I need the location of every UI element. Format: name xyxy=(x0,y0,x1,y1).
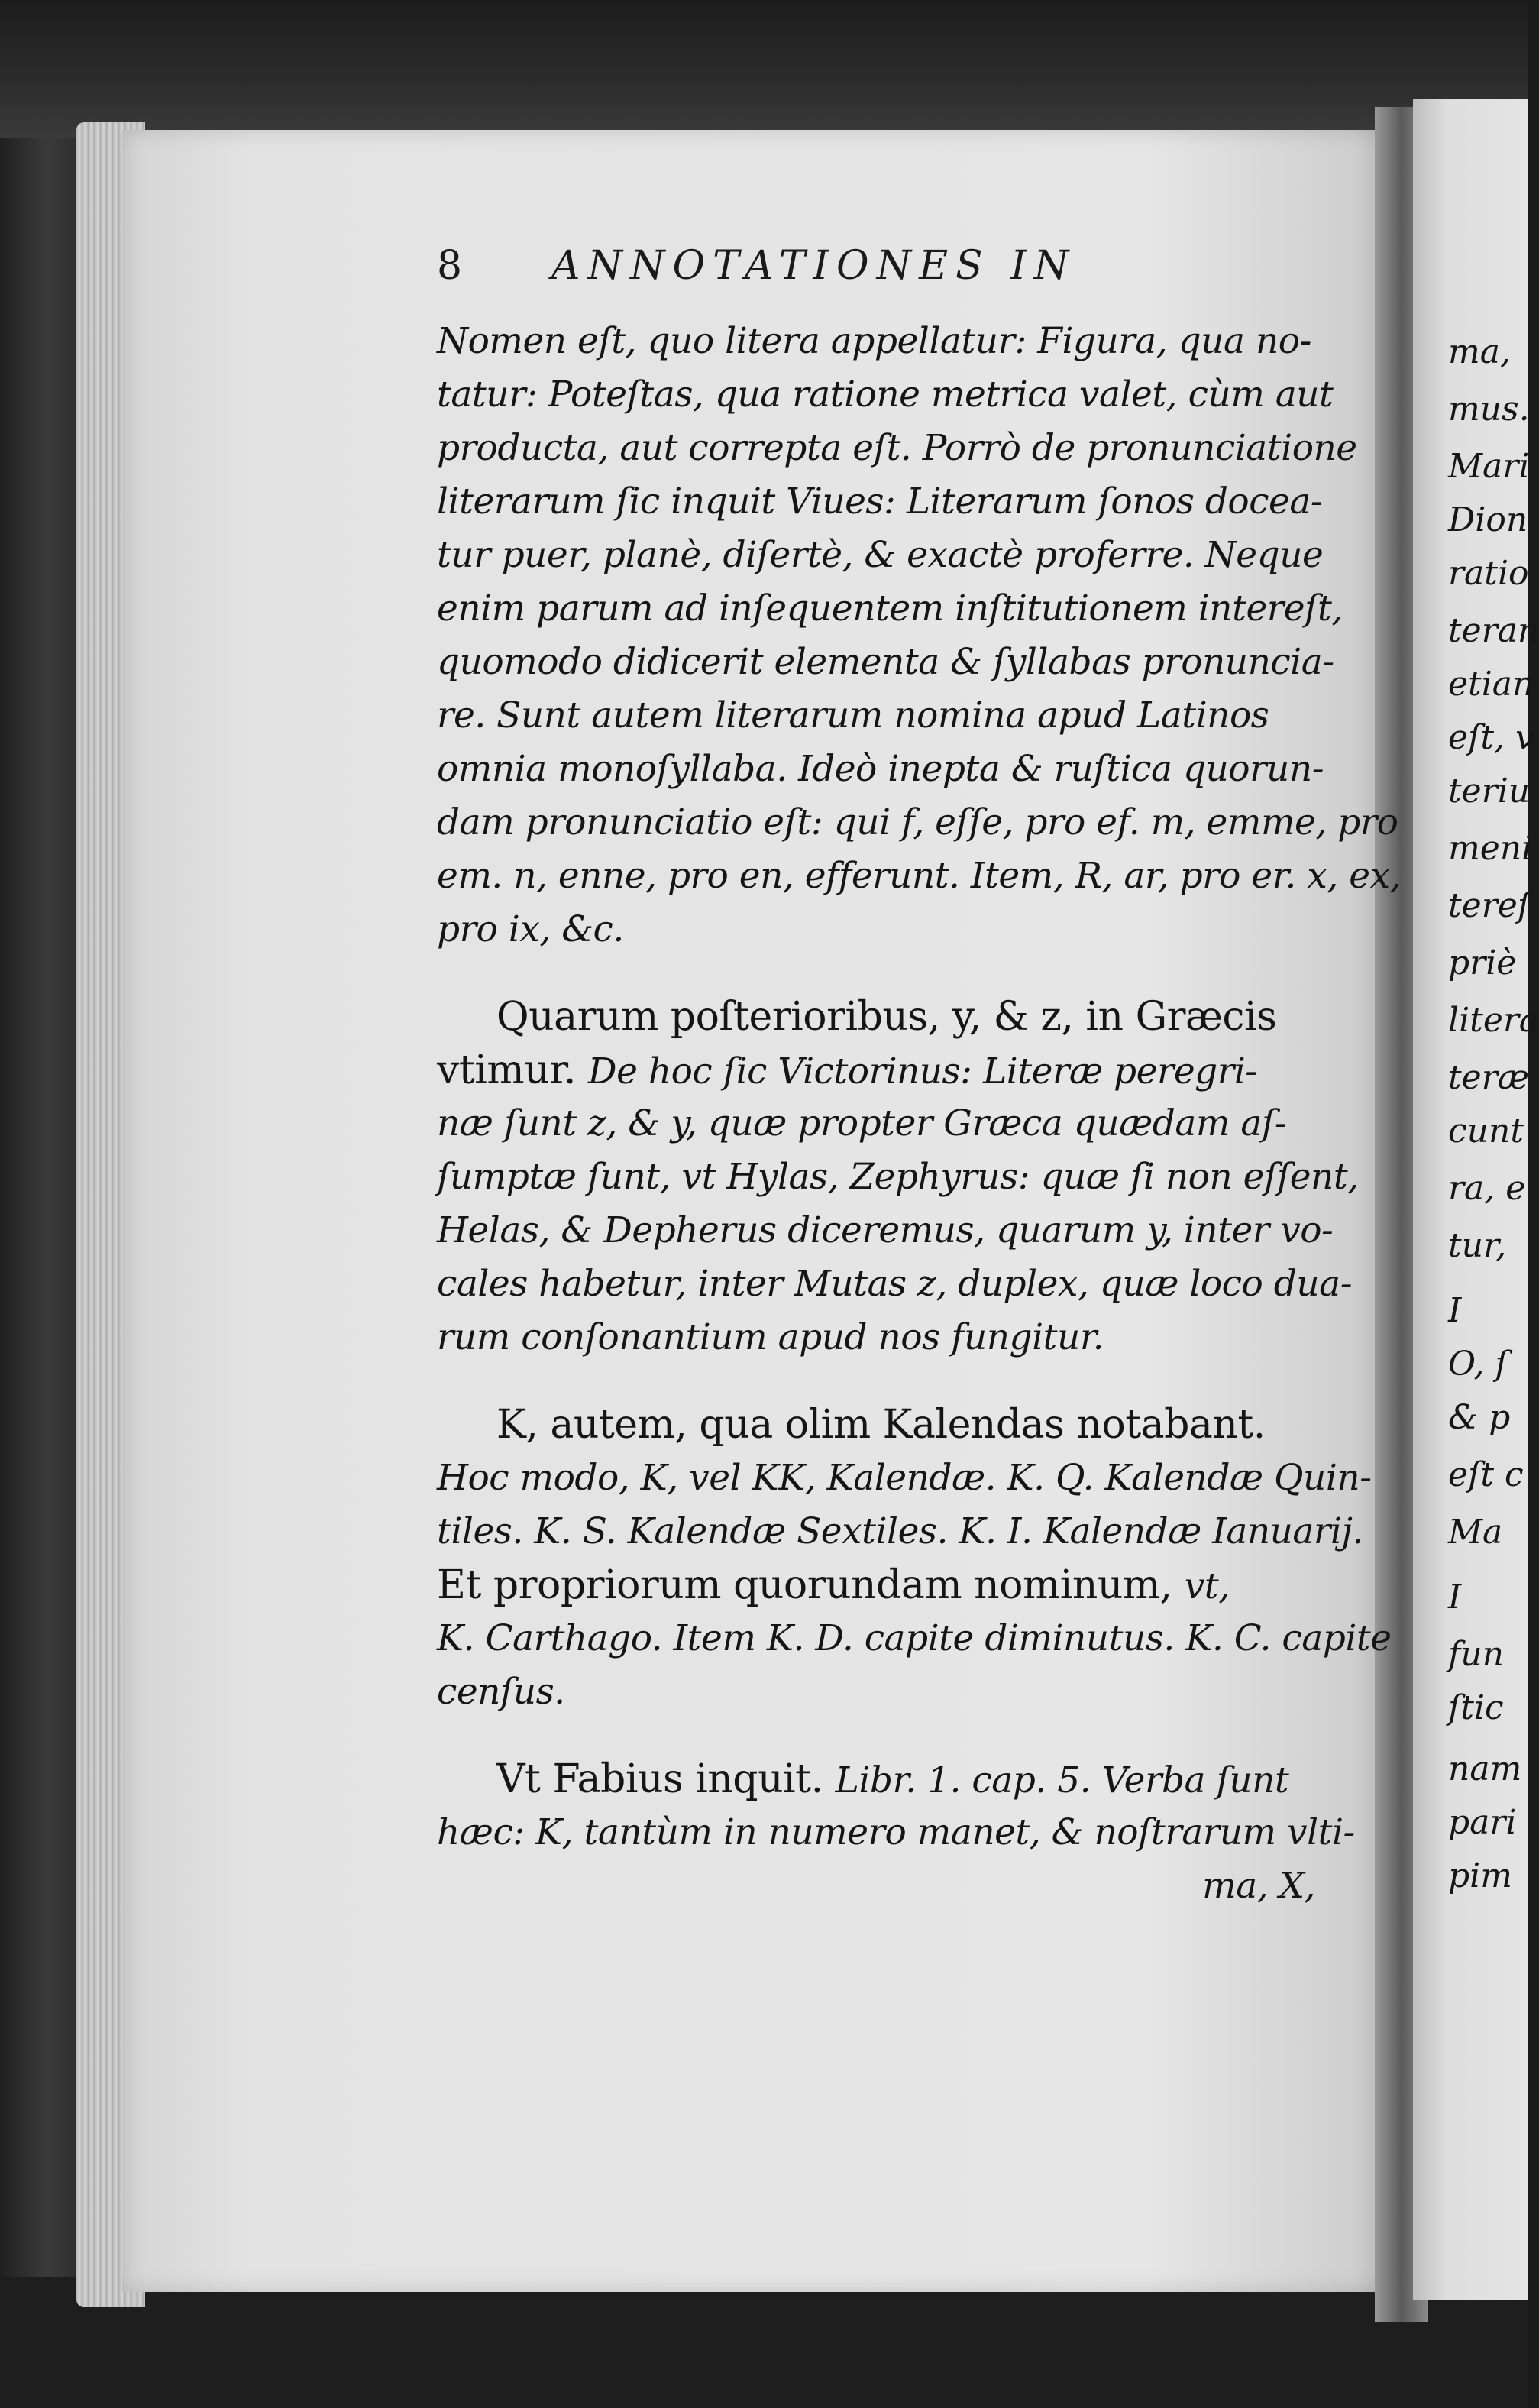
facing-page-fragment: Dion xyxy=(1448,500,1528,539)
italic-text: producta, aut correpta eſt. Porrò de pronunciatione xyxy=(437,427,1357,469)
text-line xyxy=(437,850,1402,903)
italic-text: Libr. 1. cap. 5. Verba ſunt xyxy=(835,1759,1289,1801)
italic-text: De hoc ſic Victorinus: Literæ peregri- xyxy=(587,1050,1257,1092)
text-line xyxy=(437,1558,1315,1612)
text-line xyxy=(437,689,1315,743)
italic-text: Helas, & Depherus diceremus, quarum y, inter vo- xyxy=(437,1209,1334,1251)
text-line xyxy=(437,582,1343,636)
italic-text: quomodo didicerit elementa & ſyllabas pronuncia- xyxy=(437,641,1334,683)
italic-text: rum conſonantium apud nos fungitur. xyxy=(437,1316,1104,1358)
italic-text: em. n, enne, pro en, efferunt. Item, R, ar, pro er. x, ex, xyxy=(437,855,1402,897)
italic-text: omnia monoſyllaba. Ideò inepta & ruſtica quorun- xyxy=(437,748,1324,790)
paragraph-gap xyxy=(437,956,1315,990)
italic-text: tur puer, planè, diſertè, & exactè proferre. Neque xyxy=(437,534,1324,576)
text-line xyxy=(437,990,1315,1044)
roman-text: Vt Fabius inquit. xyxy=(496,1756,836,1802)
text-line xyxy=(437,1151,1359,1204)
text-line xyxy=(437,796,1398,850)
text-line xyxy=(437,422,1357,475)
facing-page-fragment: eſt, v xyxy=(1448,718,1534,757)
text-line xyxy=(437,1452,1372,1505)
facing-page-fragment: pari xyxy=(1448,1803,1517,1842)
facing-page-fragment: I xyxy=(1448,1578,1462,1617)
running-head-title: ANNOTATIONES IN xyxy=(551,243,1077,289)
text-line xyxy=(437,1097,1315,1151)
facing-page-fragment: ratio xyxy=(1448,554,1529,593)
roman-text: Et propriorum quorundam nominum, xyxy=(437,1562,1185,1608)
facing-page-fragment: teræ xyxy=(1448,1058,1530,1097)
italic-text: tatur: Poteſtas, qua ratione metrica valet, cùm aut xyxy=(437,374,1334,416)
italic-text: vt, xyxy=(1184,1565,1230,1607)
facing-page-fragment: litera xyxy=(1448,1001,1539,1040)
roman-text: K, autem, qua olim Kalendas notabant. xyxy=(496,1402,1266,1448)
roman-text: vtimur. xyxy=(437,1047,588,1093)
text-line xyxy=(437,1044,1315,1097)
italic-text: dam pronunciatio eſt: qui f, eſſe, pro ef. m, emme, pro xyxy=(437,801,1398,843)
paragraph-gap xyxy=(437,1719,1315,1753)
main-text xyxy=(437,315,1402,1913)
paragraph-gap xyxy=(437,1364,1315,1398)
text-line xyxy=(437,368,1334,422)
italic-text: hæc: K, tantùm in numero manet, & noſtrarum vlti- xyxy=(437,1811,1355,1853)
text-line xyxy=(437,1806,1355,1859)
italic-text: næ ſunt z, & y, quæ propter Græca quædam aſ- xyxy=(437,1102,1287,1144)
facing-page-fragment: nam xyxy=(1448,1749,1522,1788)
facing-page-fragment: I xyxy=(1448,1291,1462,1330)
facing-page-fragment: teran xyxy=(1448,611,1539,650)
facing-page-fragment: mus. xyxy=(1448,390,1530,429)
facing-page-fragment: pim xyxy=(1448,1856,1512,1895)
italic-text: Hoc modo, K, vel KK, Kalendæ. K. Q. Kalendæ Quin- xyxy=(437,1457,1372,1499)
text-line xyxy=(437,315,1315,368)
text-line xyxy=(437,743,1324,796)
italic-text: K. Carthago. Item K. D. capite diminutus. K. C. capite xyxy=(437,1617,1392,1659)
facing-page-fragment: eſt c xyxy=(1448,1455,1524,1494)
text-line xyxy=(437,1665,1315,1719)
facing-page-fragment: fun xyxy=(1448,1635,1504,1674)
text-line xyxy=(437,1311,1315,1364)
book-cover-bottom xyxy=(0,2277,1528,2408)
italic-text: tiles. K. S. Kalendæ Sextiles. K. I. Kalendæ Ianuarij. xyxy=(437,1510,1363,1552)
facing-page-fragment: teriu xyxy=(1448,772,1531,811)
facing-page-fragment: ra, e xyxy=(1448,1169,1526,1208)
italic-text: pro ix, &c. xyxy=(437,908,624,950)
text-line xyxy=(437,1859,1315,1913)
facing-page-fragment: ma, xyxy=(1448,332,1511,371)
text-line xyxy=(437,1398,1315,1452)
facing-page xyxy=(1413,99,1539,2300)
italic-text: cenſus. xyxy=(437,1671,565,1713)
facing-page-fragment: ſtic xyxy=(1448,1688,1504,1727)
facing-page-fragment: cunt xyxy=(1448,1112,1524,1151)
facing-page-fragment: meni xyxy=(1448,829,1533,868)
italic-text: enim parum ad inſequentem inſtitutionem intereſt, xyxy=(437,587,1343,630)
running-head xyxy=(437,243,1308,289)
facing-page-fragment: & p xyxy=(1448,1398,1511,1437)
roman-text: Quarum poſterioribus, y, & z, in Græcis xyxy=(496,994,1277,1040)
italic-text: ma, X, xyxy=(1202,1865,1315,1907)
page-number: 8 xyxy=(437,243,463,289)
text-line xyxy=(437,903,1315,956)
facing-page-fragment: Ma xyxy=(1448,1513,1503,1552)
text-line xyxy=(437,1505,1363,1558)
text-line xyxy=(437,1257,1352,1311)
facing-page-fragment: tur, xyxy=(1448,1226,1507,1265)
facing-page-fragment: O, ſ xyxy=(1448,1345,1508,1384)
facing-page-fragment: tereſ xyxy=(1448,886,1531,925)
book-cover-top xyxy=(0,0,1528,138)
italic-text: Nomen eſt, quo litera appellatur: Figura, qua no- xyxy=(437,320,1311,362)
text-line xyxy=(437,1612,1392,1665)
italic-text: literarum ſic inquit Viues: Literarum ſonos docea- xyxy=(437,481,1323,523)
text-line xyxy=(437,636,1334,689)
text-line xyxy=(437,1204,1334,1257)
text-line xyxy=(437,529,1324,582)
italic-text: ſumptæ ſunt, vt Hylas, Zephyrus: quæ ſi non eſſent, xyxy=(437,1156,1359,1198)
italic-text: cales habetur, inter Mutas z, duplex, quæ loco dua- xyxy=(437,1263,1352,1305)
text-line xyxy=(437,1753,1315,1806)
text-line xyxy=(437,475,1323,529)
facing-page-fragment: Mari xyxy=(1448,447,1530,486)
italic-text: re. Sunt autem literarum nomina apud Latinos xyxy=(437,694,1269,736)
facing-page-fragment: etian xyxy=(1448,665,1534,704)
facing-page-fragment: priè xyxy=(1448,943,1517,982)
